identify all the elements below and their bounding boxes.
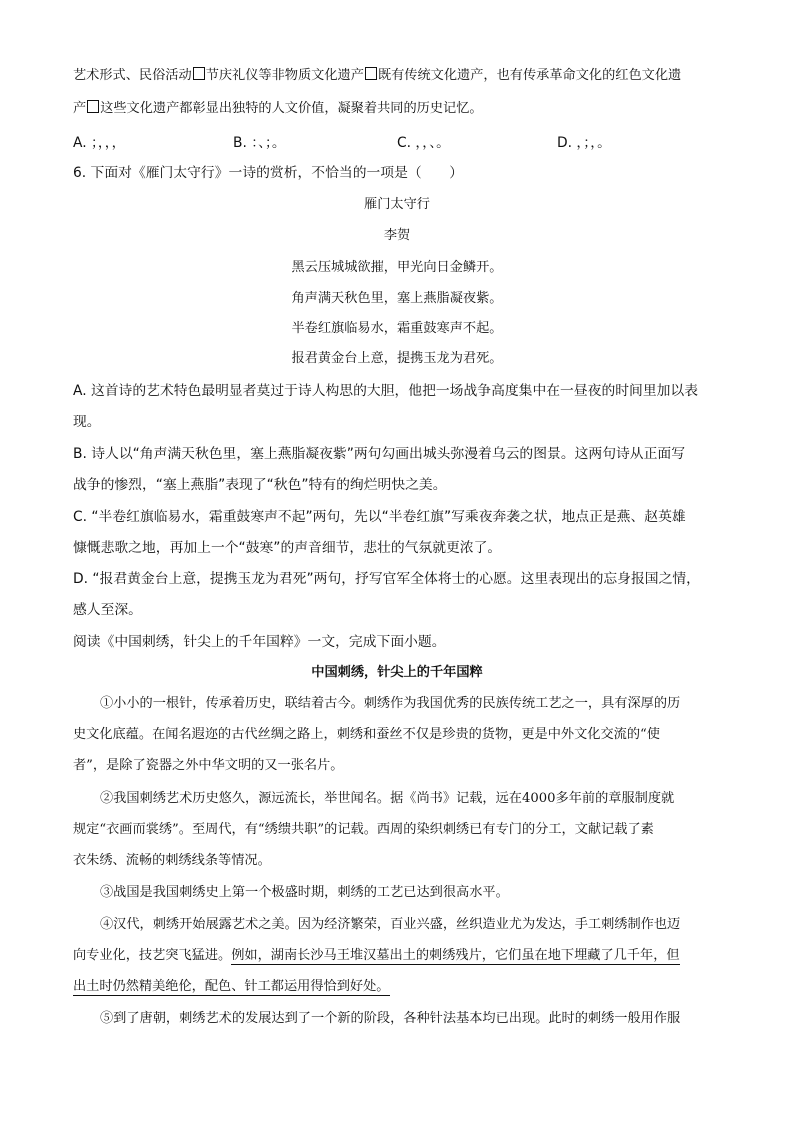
- question-6-stem: 6. 下面对《雁门太守行》一诗的赏析，不恰当的一项是（ ）: [73, 165, 464, 181]
- poem-title: 雁门太守行: [364, 197, 430, 212]
- blank-box: [87, 100, 99, 113]
- blank-box: [193, 67, 205, 80]
- text-segment: 这些文化遗产都彰显出独特的人文价值，凝聚着共同的历史记忆。: [100, 101, 483, 116]
- choice-d-line: 感人至深。: [73, 602, 142, 618]
- option-a: A. ；，，，: [73, 135, 126, 151]
- underlined-sentence: 出土时仍然精美绝伦，配色、针工都运用得恰到好处。: [73, 979, 390, 994]
- choice-a-line: 现。: [73, 414, 101, 430]
- paragraph-line: 者”，是除了瓷器之外中华文明的又一张名片。: [73, 758, 344, 773]
- text-segment: 向专业化，技艺突飞猛进。: [73, 948, 232, 963]
- passage-line: [73, 64, 681, 83]
- paragraph-line: [73, 975, 390, 994]
- blank-box: [365, 67, 377, 80]
- option-c: C. ，，、。: [397, 135, 450, 151]
- choice-d-line: D. “报君黄金台上意，提携玉龙为君死”两句，抒写官军全体将士的心愿。这里表现出的忘身报国之情，: [73, 571, 700, 587]
- passage-line: [73, 97, 483, 116]
- paragraph-line: 衣朱绣、流畅的刺绣线条等情况。: [73, 853, 271, 868]
- choice-a-line: A. 这首诗的艺术特色最明显者莫过于诗人构思的大胆，他把一场战争高度集中在一昼夜的时间里加以表: [73, 383, 699, 399]
- paragraph-line: ②我国刺绣艺术历史悠久，源远流长，举世闻名。据《尚书》记载，远在4000多年前的章服制度就: [100, 791, 675, 806]
- underlined-sentence: 例如，湖南长沙马王堆汉墓出土的刺绣残片，它们虽在地下埋藏了几千年，但: [231, 948, 680, 963]
- option-d: D. ，；，。: [557, 135, 611, 151]
- text-segment: 既有传统文化遗产，也有传承革命文化的红色文化遗: [377, 68, 682, 83]
- paragraph-line: ⑤到了唐朝，刺绣艺术的发展达到了一个新的阶段，各种针法基本均已出现。此时的刺绣一般用作服: [100, 1011, 681, 1026]
- text-segment: 产: [73, 101, 87, 116]
- paragraph-line: ①小小的一根针，传承着历史，联结着古今。刺绣作为我国优秀的民族传统工艺之一，具有深厚的历: [100, 696, 681, 711]
- choice-c-line: 慷慨悲歌之地，再加上一个“鼓寒”的声音细节，悲壮的气氛就更浓了。: [73, 540, 502, 556]
- choice-c-line: C. “半卷红旗临易水，霜重鼓寒声不起”两句，先以“半卷红旗”写乘夜奔袭之状，地点正是燕、赵英雄: [73, 509, 686, 525]
- poem-author: 李贺: [383, 228, 411, 243]
- poem-line: 黑云压城城欲摧，甲光向日金鳞开。: [291, 260, 503, 275]
- poem-line: 报君黄金台上意，提携玉龙为君死。: [291, 351, 503, 366]
- paragraph-line: 史文化底蕴。在闻名遐迩的古代丝绸之路上，刺绣和蚕丝不仅是珍贵的货物，更是中外文化交流的“使: [73, 727, 660, 742]
- paragraph-line: 规定“衣画而裳绣”。至周代，有“绣缋共职”的记载。西周的染织刺绣已有专门的分工，文献记载了素: [73, 822, 654, 837]
- choice-b-line: 战争的惨烈，“塞上燕脂”表现了“秋色”特有的绚烂明快之美。: [73, 477, 447, 493]
- choice-b-line: B. 诗人以“角声满天秋色里，塞上燕脂凝夜紫”两句勾画出城头弥漫着乌云的图景。这两句诗从正面写: [73, 446, 685, 462]
- paragraph-line: ③战国是我国刺绣史上第一个极盛时期，刺绣的工艺已达到很高水平。: [100, 885, 509, 900]
- text-segment: 节庆礼仪等非物质文化遗产: [205, 68, 364, 83]
- text-segment: 艺术形式、民俗活动: [73, 68, 192, 83]
- reading-intro: 阅读《中国刺绣，针尖上的千年国粹》一文，完成下面小题。: [73, 634, 446, 650]
- option-b: B. ：、；。: [233, 135, 286, 151]
- poem-line: 角声满天秋色里，塞上燕脂凝夜紫。: [291, 291, 503, 306]
- paragraph-line: [73, 944, 680, 963]
- paragraph-line: ④汉代，刺绣开始展露艺术之美。因为经济繁荣，百业兴盛，丝织造业尤为发达，手工刺绣制作也迈: [100, 917, 681, 932]
- article-title: 中国刺绣，针尖上的千年国粹: [311, 665, 483, 680]
- poem-line: 半卷红旗临易水，霜重鼓寒声不起。: [291, 321, 503, 336]
